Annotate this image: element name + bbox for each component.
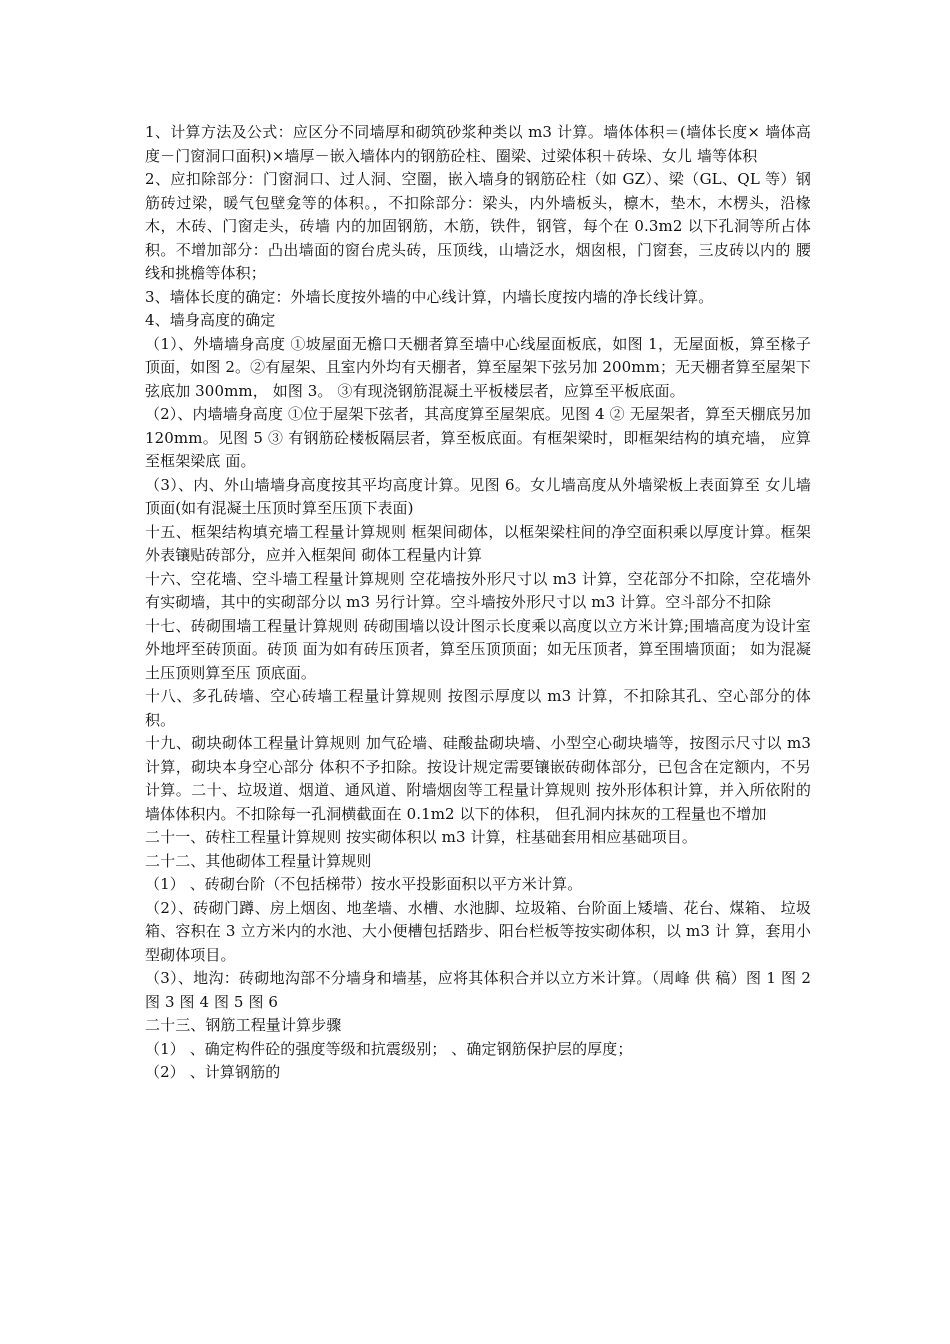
paragraph-calc-method: 1、计算方法及公式：应区分不同墙厚和砌筑砂浆种类以 m3 计算。墙体体积＝(墙体长度× 墙体高度－门窗洞口面积)×墙厚－嵌入墙体内的钢筋砼柱、圈梁、过梁体积＋砖垛、女儿 墙等体积: [145, 123, 811, 165]
paragraph-section-17: 十七、砖砌围墙工程量计算规则 砖砌围墙以设计图示长度乘以高度以立方米计算;围墙高度为设计室外地坪至砖顶面。砖顶 面为如有砖压顶者，算至压顶顶面；如无压顶者，算至围墙顶面； 如为混凝土压顶则算至压 顶底面。: [145, 616, 811, 682]
paragraph-section-15: 十五、框架结构填充墙工程量计算规则 框架间砌体，以框架梁柱间的净空面积乘以厚度计算。框架外表镶贴砖部分，应并入框架间 砌体工程量内计算: [145, 522, 811, 564]
paragraph-exterior-wall-height: （1）、外墙墙身高度 ①坡屋面无檐口天棚者算至墙中心线屋面板底，如图 1，无屋面板，算至椽子顶面，如图 2。②有屋架、且室内外均有天棚者，算至屋架下弦另加 200mm；无天棚者算至屋架下弦底加 300mm， 如图 3。 ③有现浇钢筋混凝土平板楼层者，应算至平板底面。: [145, 334, 811, 400]
paragraph-wall-length: 3、墙体长度的确定：外墙长度按外墙的中心线计算，内墙长度按内墙的净长线计算。: [145, 287, 714, 306]
paragraph-section-23-heading: 二十三、钢筋工程量计算步骤: [145, 1016, 342, 1034]
paragraph-section-22-item-3: （3）、地沟：砖砌地沟部不分墙身和墙基，应将其体积合并以立方米计算。（周峰 供 稿）图 1 图 2 图 3 图 4 图 5 图 6: [145, 969, 811, 1011]
paragraph-gable-wall-height: （3）、内、外山墙墙身高度按其平均高度计算。见图 6。女儿墙高度从外墙梁板上表面算至 女儿墙顶面(如有混凝土压顶时算至压顶下表面): [145, 475, 811, 517]
document-body: [145, 121, 811, 1085]
paragraph-deductions: 2、应扣除部分：门窗洞口、过人洞、空圈，嵌入墙身的钢筋砼柱（如 GZ）、梁（GL、QL 等）钢筋砖过梁，暖气包壁龛等的体积。，不扣除部分：梁头，内外墙板头，檩木，垫木，木楞头，沿椽木，木砖、门窗走头，砖墙 内的加固钢筋，木筋，铁件，钢管，每个在 0.3m2 以下孔洞等所占体积。不增加部分：凸出墙面的窗台虎头砖，压顶线，山墙泛水，烟囱根，门窗套，三皮砖以内的 腰线和挑檐等体积；: [145, 170, 811, 282]
paragraph-section-16: 十六、空花墙、空斗墙工程量计算规则 空花墙按外形尺寸以 m3 计算，空花部分不扣除，空花墙外有实砌墙，其中的实砌部分以 m3 另行计算。空斗墙按外形尺寸以 m3 计算。空斗部分不扣除: [145, 569, 811, 611]
paragraph-section-22-heading: 二十二、其他砌体工程量计算规则: [145, 851, 372, 870]
paragraph-section-19-20: 十九、砌块砌体工程量计算规则 加气砼墙、硅酸盐砌块墙、小型空心砌块墙等，按图示尺寸以 m3 计算，砌块本身空心部分 体积不予扣除。按设计规定需要镶嵌砖砌体部分，已包含在定额内，不另计算。二十、垃圾道、烟道、通风道、附墙烟囱等工程量计算规则 按外形体积计算，并入所依附的墙体体积内。不扣除每一孔洞横截面在 0.1m2 以下的体积， 但孔洞内抹灰的工程量也不增加: [145, 734, 811, 823]
paragraph-section-23-item-2: （2） 、计算钢筋的: [145, 1063, 281, 1081]
paragraph-section-22-item-2: （2）、砖砌门蹲、房上烟囱、地垄墙、水槽、水池脚、垃圾箱、台阶面上矮墙、花台、煤箱、 垃圾箱、容积在 3 立方米内的水池、大小便槽包括踏步、阳台栏板等按实砌体积，以 m3 计 算，套用小型砌体项目。: [145, 898, 811, 964]
paragraph-section-21: 二十一、砖柱工程量计算规则 按实砌体积以 m3 计算，柱基础套用相应基础项目。: [145, 828, 697, 846]
paragraph-interior-wall-height: （2）、内墙墙身高度 ①位于屋架下弦者，其高度算至屋架底。见图 4 ② 无屋架者，算至天棚底另加 120mm。见图 5 ③ 有钢筋砼楼板隔层者，算至板底面。有框架梁时，即框架结构的填充墙， 应算至框架梁底 面。: [145, 405, 811, 470]
paragraph-section-22-item-1: （1） 、砖砌台阶（不包括梯带）按水平投影面积以平方米计算。: [145, 875, 583, 893]
paragraph-wall-height-heading: 4、墙身高度的确定: [145, 311, 276, 329]
paragraph-section-23-item-1: （1） 、确定构件砼的强度等级和抗震级别； 、确定钢筋保护层的厚度；: [145, 1039, 633, 1058]
paragraph-section-18: 十八、多孔砖墙、空心砖墙工程量计算规则 按图示厚度以 m3 计算，不扣除其孔、空心部分的体积。: [145, 687, 811, 729]
